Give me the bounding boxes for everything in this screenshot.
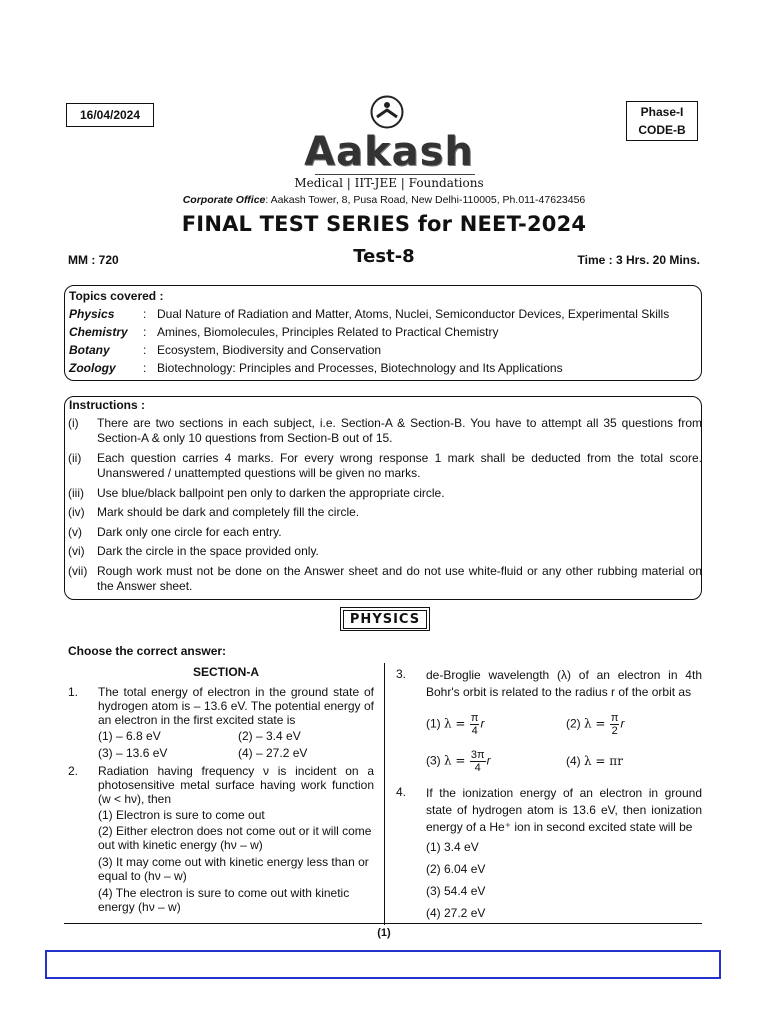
numerator: π — [470, 712, 479, 724]
denominator: 4 — [474, 762, 481, 774]
question-number: 1. — [68, 685, 79, 699]
instruction-text: Each question carries 4 marks. For every wrong response 1 mark shall be deducted from the total score. Unanswered / unattempted questions will be given no marks. — [97, 451, 702, 480]
topic-colon: : — [143, 343, 147, 357]
instruction-item — [68, 505, 702, 520]
denominator: 2 — [611, 725, 618, 737]
max-marks: MM : 720 — [68, 253, 119, 267]
instruction-num: (vii) — [68, 564, 88, 578]
topic-colon: : — [143, 325, 147, 339]
topics-heading: Topics covered : — [69, 289, 164, 303]
option[interactable]: (1) 3.4 eV — [426, 840, 479, 854]
denominator: 4 — [471, 725, 478, 737]
topics-box — [64, 285, 702, 381]
option[interactable]: (2) 6.04 eV — [426, 862, 486, 876]
option[interactable]: (1) Electron is sure to come out — [98, 808, 265, 822]
numerator: 3π — [470, 749, 485, 761]
instruction-item — [68, 564, 702, 594]
question-2 — [68, 764, 374, 919]
option[interactable] — [566, 712, 624, 737]
option-label: (3) — [426, 753, 441, 768]
instruction-num: (v) — [68, 525, 82, 539]
option-label: (2) — [566, 716, 581, 731]
question-1 — [68, 685, 374, 765]
topic-colon: : — [143, 307, 147, 321]
tagline-rule — [315, 174, 475, 175]
option[interactable]: (3) 54.4 eV — [426, 884, 486, 898]
instruction-text: There are two sections in each subject, i.e. Section-A & Section-B. You have to attempt all 35 questions from Section-A & only 10 questions from Section-B out of 15. — [97, 416, 702, 445]
subject-banner — [340, 607, 430, 631]
instruction-text: Dark the circle in the space provided only. — [97, 544, 319, 558]
topic-row — [69, 343, 381, 361]
topic-text: Amines, Biomolecules, Principles Related to Practical Chemistry — [157, 325, 499, 339]
instructions-heading: Instructions : — [69, 398, 146, 412]
date-box — [66, 103, 154, 127]
instruction-num: (iii) — [68, 486, 84, 500]
topic-text: Biotechnology: Principles and Processes, Biotechnology and Its Applications — [157, 361, 563, 375]
question-text: If the ionization energy of an electron in ground state of hydrogen atom is 13.6 eV, then ionization energy of a He⁺ ion in second excited state will be — [426, 786, 702, 834]
question-text: Radiation having frequency ν is incident on a photosensitive metal surface having work function (w < hν), then — [98, 764, 374, 806]
option[interactable]: (3) It may come out with kinetic energy less than or equal to (hν – w) — [98, 855, 369, 883]
numerator: π — [610, 712, 619, 724]
option[interactable] — [566, 754, 623, 768]
radius-symbol: r — [480, 716, 485, 731]
topic-subject: Physics — [69, 307, 115, 321]
phase-code-box — [626, 101, 698, 141]
bottom-rule — [64, 923, 702, 924]
question-number: 4. — [396, 785, 407, 799]
corporate-label: Corporate Office — [182, 194, 266, 206]
choose-heading: Choose the correct answer: — [68, 644, 227, 658]
tagline: Medical | IIT-JEE | Foundations — [294, 176, 484, 190]
code: CODE-B — [638, 123, 686, 137]
option[interactable] — [426, 712, 484, 737]
option[interactable]: (3) – 13.6 eV — [98, 746, 168, 760]
subject-banner-label: PHYSICS — [343, 610, 427, 629]
question-4 — [396, 785, 702, 920]
option[interactable]: (4) – 27.2 eV — [238, 746, 308, 760]
fraction — [470, 712, 480, 737]
instruction-text: Mark should be dark and completely fill the circle. — [97, 505, 360, 519]
radius-symbol: r — [620, 716, 625, 731]
brand-name: Aakash — [304, 129, 474, 175]
aakash-logo-icon — [370, 95, 404, 129]
date: 16/04/2024 — [79, 108, 141, 122]
option[interactable]: (1) – 6.8 eV — [98, 729, 161, 743]
option[interactable]: (2) – 3.4 eV — [238, 729, 301, 743]
question-3 — [396, 667, 702, 782]
lambda-eq: λ = πr — [584, 754, 623, 768]
section-heading: SECTION-A — [193, 665, 259, 679]
fraction — [470, 749, 486, 774]
topic-colon: : — [143, 361, 147, 375]
instruction-text: Dark only one circle for each entry. — [97, 525, 282, 539]
instructions-box — [64, 396, 702, 600]
topic-text: Dual Nature of Radiation and Matter, Atoms, Nuclei, Semiconductor Devices, Experimental Skills — [157, 307, 670, 321]
instruction-num: (i) — [68, 416, 79, 430]
question-number: 3. — [396, 667, 407, 681]
column-divider — [384, 663, 385, 925]
instruction-item — [68, 486, 702, 501]
topic-text: Ecosystem, Biodiversity and Conservation — [157, 343, 382, 357]
instruction-item — [68, 525, 702, 540]
instruction-item — [68, 544, 702, 559]
question-number: 2. — [68, 764, 79, 778]
option[interactable]: (4) The electron is sure to come out with kinetic energy (hν – w) — [98, 886, 350, 914]
option-label: (4) — [566, 754, 581, 768]
option[interactable]: (2) Either electron does not come out or it will come out with kinetic energy (hν – w) — [98, 824, 372, 852]
topic-subject: Chemistry — [69, 325, 128, 339]
instruction-num: (vi) — [68, 544, 85, 558]
fraction — [610, 712, 620, 737]
test-name: Test-8 — [353, 246, 415, 267]
topic-subject: Zoology — [69, 361, 116, 375]
lambda-eq: λ = — [444, 753, 466, 768]
phase: Phase-I — [640, 105, 684, 119]
instruction-num: (ii) — [68, 451, 82, 465]
option-label: (1) — [426, 716, 441, 731]
time-limit: Time : 3 Hrs. 20 Mins. — [577, 253, 700, 267]
question-text: The total energy of electron in the ground state of hydrogen atom is – 13.6 eV. The potential energy of an electron in the first excited state is — [98, 685, 374, 727]
page-number: (1) — [377, 927, 391, 939]
topic-subject: Botany — [69, 343, 110, 357]
instruction-item — [68, 451, 702, 481]
topic-row — [69, 361, 563, 379]
topic-row — [69, 307, 669, 325]
instruction-num: (iv) — [68, 505, 85, 519]
footer-box — [45, 950, 721, 979]
lambda-eq: λ = — [444, 716, 466, 731]
radius-symbol: r — [486, 753, 491, 768]
instruction-text: Use blue/black ballpoint pen only to darken the appropriate circle. — [97, 486, 445, 500]
lambda-eq: λ = — [584, 716, 606, 731]
corporate-office — [0, 194, 768, 206]
instruction-item — [68, 416, 702, 446]
option[interactable] — [426, 749, 491, 774]
page-title: FINAL TEST SERIES for NEET-2024 — [181, 212, 587, 236]
question-text: de-Broglie wavelength (λ) of an electron in 4th Bohr's orbit is related to the radius r of the orbit as — [426, 668, 702, 699]
topic-row — [69, 325, 498, 343]
option[interactable]: (4) 27.2 eV — [426, 906, 486, 920]
corporate-text: : Aakash Tower, 8, Pusa Road, New Delhi-110005, Ph.011-47623456 — [265, 194, 586, 206]
instruction-text: Rough work must not be done on the Answer sheet and do not use white-fluid or any other rubbing material on the Answer sheet. — [97, 564, 702, 593]
